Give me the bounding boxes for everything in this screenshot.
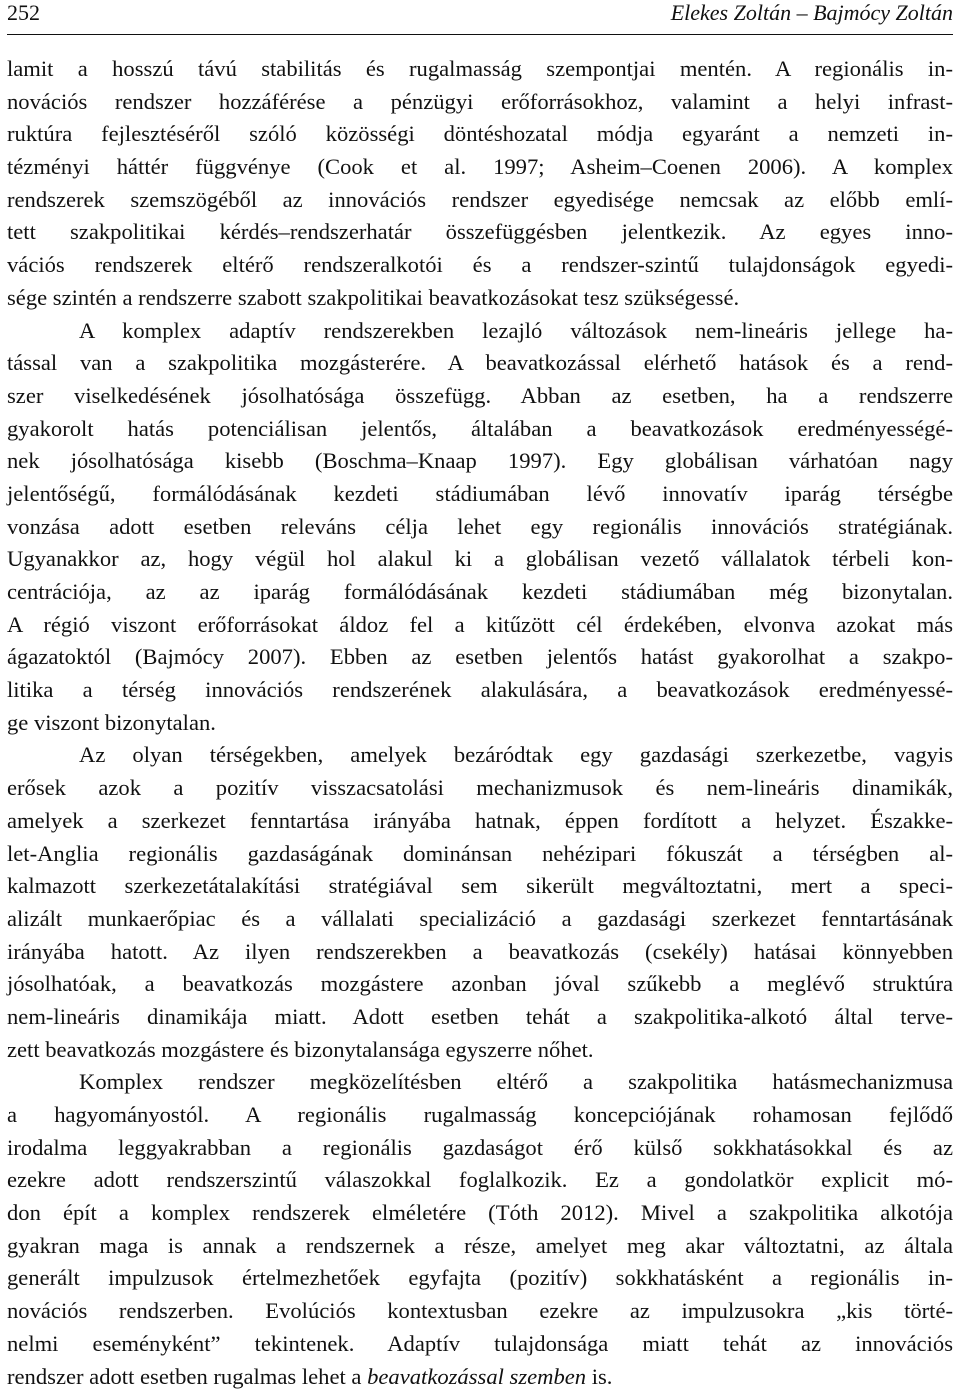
- text-line: Ugyanakkor az, hogy végül hol alakul ki a globálisan vezető vállalatok térbeli kon-: [7, 543, 953, 576]
- text-line: litika a térség innovációs rendszerének alakulására, a beavatkozások eredményessé-: [7, 674, 953, 707]
- text-line: jelentőségű, formálódásának kezdeti stádiumában lévő innovatív iparág térségbe: [7, 478, 953, 511]
- running-header: [7, 0, 953, 29]
- text-line: amelyek a szerkezet fenntartása irányába hatnak, éppen fordított a helyzet. Északke-: [7, 805, 953, 838]
- text-line: alizált munkaerőpiac és a vállalati specializáció a gazdasági szerkezet fenntartásának: [7, 903, 953, 936]
- text-line: lamit a hosszú távú stabilitás és rugalmasság szempontjai mentén. A regionális in-: [7, 53, 953, 86]
- paragraph-4: [7, 1066, 953, 1393]
- body-text: [7, 53, 953, 1393]
- header-rule: [7, 34, 953, 35]
- text-line: zett beavatkozás mozgástere és bizonytalansága egyszerre nőhet.: [7, 1034, 953, 1067]
- text-line: gyakorolt hatás potenciálisan jelentős, általában a beavatkozások eredményességé-: [7, 413, 953, 446]
- text-line: nek jósolhatósága kisebb (Boschma–Knaap 1997). Egy globálisan várhatóan nagy: [7, 445, 953, 478]
- text-line: don épít a komplex rendszerek elméletére (Tóth 2012). Mivel a szakpolitika alkotója: [7, 1197, 953, 1230]
- text-line: irányába hatott. Az ilyen rendszerekben a beavatkozás (csekély) hatásai könnyebben: [7, 936, 953, 969]
- text-line: Komplex rendszer megközelítésben eltérő a szakpolitika hatásmechanizmusa: [7, 1066, 953, 1099]
- text-line: Az olyan térségekben, amelyek bezáródtak egy gazdasági szerkezetbe, vagyis: [7, 739, 953, 772]
- text-line: nem-lineáris dinamikája miatt. Adott esetben tehát a szakpolitika-alkotó által terve-: [7, 1001, 953, 1034]
- text-line: generált impulzusok értelmezhetőek egyfajta (pozitív) sokkhatásként a regionális in-: [7, 1262, 953, 1295]
- text-line: jósolhatóak, a beavatkozás mozgástere azonban jóval szűkebb a meglévő struktúra: [7, 968, 953, 1001]
- text-line: erősek azok a pozitív visszacsatolási mechanizmusok és nem-lineáris dinamikák,: [7, 772, 953, 805]
- text-line: irodalma leggyakrabban a regionális gazdaságot érő külső sokkhatásokkal és az: [7, 1132, 953, 1165]
- text-line: novációs rendszerben. Evolúciós kontextusban ezekre az impulzusokra „kis törté-: [7, 1295, 953, 1328]
- text-line: novációs rendszer hozzáférése a pénzügyi erőforrásokhoz, valamint a helyi infrast-: [7, 86, 953, 119]
- text-line: nelmi eseményként” tekintenek. Adaptív tulajdonsága miatt tehát az innovációs: [7, 1328, 953, 1361]
- paragraph-3: [7, 739, 953, 1066]
- text-line: vonzása adott esetben releváns célja lehet egy regionális innovációs stratégiának.: [7, 511, 953, 544]
- text-line: tással van a szakpolitika mozgásterére. A beavatkozással elérhető hatások és a rend-: [7, 347, 953, 380]
- text-line: gyakran maga is annak a rendszernek a része, amelyet meg akar változtatni, az általa: [7, 1230, 953, 1263]
- paragraph-2: [7, 315, 953, 740]
- text-line: ge viszont bizonytalan.: [7, 707, 953, 740]
- text-line: szer viselkedésének jósolhatósága összefügg. Abban az esetben, ha a rendszerre: [7, 380, 953, 413]
- final-text-line: [7, 1361, 953, 1393]
- text-line: ruktúra fejlesztéséről szóló közösségi döntéshozatal módja egyaránt a nemzeti in-: [7, 118, 953, 151]
- text-line: A komplex adaptív rendszerekben lezajló változások nem-lineáris jellege ha-: [7, 315, 953, 348]
- page-number: 252: [7, 0, 40, 29]
- paragraph-1: [7, 53, 953, 315]
- text-run: is.: [586, 1364, 612, 1389]
- running-title: Elekes Zoltán – Bajmócy Zoltán: [671, 0, 953, 29]
- text-run: rendszer adott esetben rugalmas lehet a: [7, 1364, 367, 1389]
- text-line: sége szintén a rendszerre szabott szakpolitikai beavatkozásokat tesz szükségessé.: [7, 282, 953, 315]
- text-line: A régió viszont erőforrásokat áldoz fel a kitűzött cél érdekében, elvonva azokat más: [7, 609, 953, 642]
- text-line: ágazatoktól (Bajmócy 2007). Ebben az esetben jelentős hatást gyakorolhat a szakpo-: [7, 641, 953, 674]
- text-line: a hagyományostól. A regionális rugalmasság koncepciójának rohamosan fejlődő: [7, 1099, 953, 1132]
- text-line: ezekre adott rendszerszintű válaszokkal foglalkozik. Ez a gondolatkör explicit mó-: [7, 1164, 953, 1197]
- text-line: kalmazott szerkezetátalakítási stratégiával sem sikerült megváltoztatni, mert a speci-: [7, 870, 953, 903]
- text-line: let-Anglia regionális gazdaságának dominánsan nehézipari fókuszát a térségben al-: [7, 838, 953, 871]
- text-line: tett szakpolitikai kérdés–rendszerhatár összefüggésben jelentkezik. Az egyes inno-: [7, 216, 953, 249]
- text-line: tézményi háttér függvénye (Cook et al. 1997; Asheim–Coenen 2006). A komplex: [7, 151, 953, 184]
- text-line: vációs rendszerek eltérő rendszeralkotói és a rendszer-szintű tulajdonságok egyedi-: [7, 249, 953, 282]
- emphasized-phrase: beavatkozással szemben: [367, 1364, 586, 1389]
- text-line: centrációja, az az iparág formálódásának kezdeti stádiumában még bizonytalan.: [7, 576, 953, 609]
- text-line: rendszerek szemszögéből az innovációs rendszer egyedisége nemcsak az előbb emlí-: [7, 184, 953, 217]
